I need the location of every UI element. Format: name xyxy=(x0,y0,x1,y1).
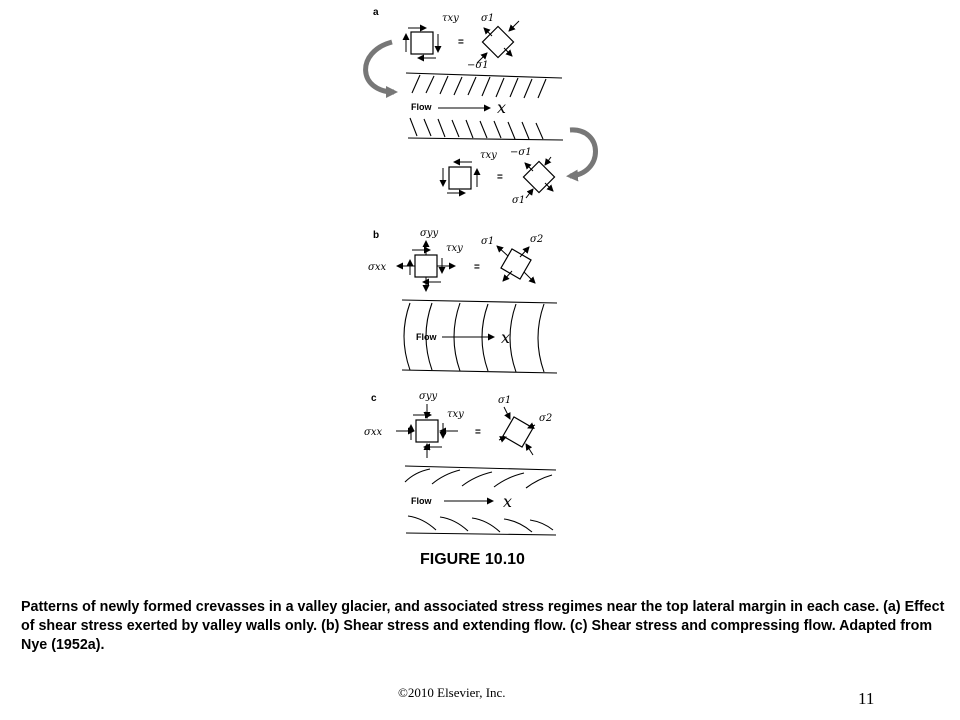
panel-a-top-stress-element xyxy=(406,13,459,58)
panel-a-x-axis-label: x xyxy=(497,98,507,117)
panel-a-top-sigma1-label: σ1 xyxy=(481,13,495,24)
panel-b xyxy=(368,228,557,373)
panel-c-sigma2-label: σ2 xyxy=(539,413,553,424)
panel-c-glacier-bottom-margin xyxy=(406,516,556,535)
panel-c xyxy=(364,391,556,535)
panel-c-shear-label: τxy xyxy=(447,409,464,420)
panel-b-rotated-element xyxy=(481,234,543,283)
panel-b-stress-element xyxy=(368,228,463,291)
panel-c-rotated-element xyxy=(498,395,552,455)
panel-a-left-curved-arrow xyxy=(366,42,394,92)
figure-caption: Patterns of newly formed crevasses in a valley glacier, and associated stress regimes near the top lateral margin in each case. (a) Effect of shear stress exerted by valley walls only. (b) Shear stress and extending flow. (c) Shear stress and compressing flow. Adapted from Nye (1952a). xyxy=(21,599,945,653)
panel-a-top-rotated-element xyxy=(467,13,519,71)
panel-a-flow-label: Flow xyxy=(411,102,432,112)
panel-c-stress-element xyxy=(364,391,464,458)
panel-a-bottom-stress-element xyxy=(443,150,497,193)
panel-a-right-curved-arrow xyxy=(570,130,596,176)
panel-b-sigma-yy-label: σyy xyxy=(420,228,439,239)
panel-c-glacier-top-margin xyxy=(405,466,556,488)
panel-c-flow-label: Flow xyxy=(411,496,432,506)
panel-b-equals: = xyxy=(474,262,480,273)
panel-a-glacier-top-margin xyxy=(406,73,562,98)
panel-c-x-axis-label: x xyxy=(503,492,513,511)
panel-b-shear-label: τxy xyxy=(446,243,463,254)
panel-a-bottom-equals: = xyxy=(497,172,503,183)
panel-c-sigma-xx-label: σxx xyxy=(364,427,383,438)
panel-b-label: b xyxy=(373,230,380,241)
panel-a-bottom-neg-sigma1-label: −σ1 xyxy=(510,147,532,158)
panel-b-flow-label: Flow xyxy=(416,332,437,342)
panel-b-sigma-xx-label: σxx xyxy=(368,262,387,273)
panel-a-top-shear-label: τxy xyxy=(442,13,459,24)
panel-c-sigma-yy-label: σyy xyxy=(419,391,438,402)
panel-a-top-equals: = xyxy=(458,37,464,48)
panel-a-label: a xyxy=(373,7,379,18)
panel-a-bottom-rotated-element xyxy=(510,147,555,206)
panel-a xyxy=(366,7,596,206)
panel-c-sigma1-label: σ1 xyxy=(498,395,512,406)
panel-b-sigma2-label: σ2 xyxy=(530,234,544,245)
panel-a-glacier-bottom-margin xyxy=(408,118,563,140)
panel-c-equals: = xyxy=(475,427,481,438)
slide-number: 11 xyxy=(858,689,875,708)
figure-title: FIGURE 10.10 xyxy=(420,551,525,568)
panel-a-bottom-shear-label: τxy xyxy=(480,150,497,161)
panel-a-bottom-sigma1-label: σ1 xyxy=(512,195,526,206)
panel-b-x-axis-label: x xyxy=(501,328,511,347)
panel-a-top-neg-sigma1-label: −σ1 xyxy=(467,60,489,71)
panel-c-label: c xyxy=(371,393,377,404)
panel-b-sigma1-label: σ1 xyxy=(481,236,495,247)
copyright-notice: ©2010 Elsevier, Inc. xyxy=(398,685,506,700)
